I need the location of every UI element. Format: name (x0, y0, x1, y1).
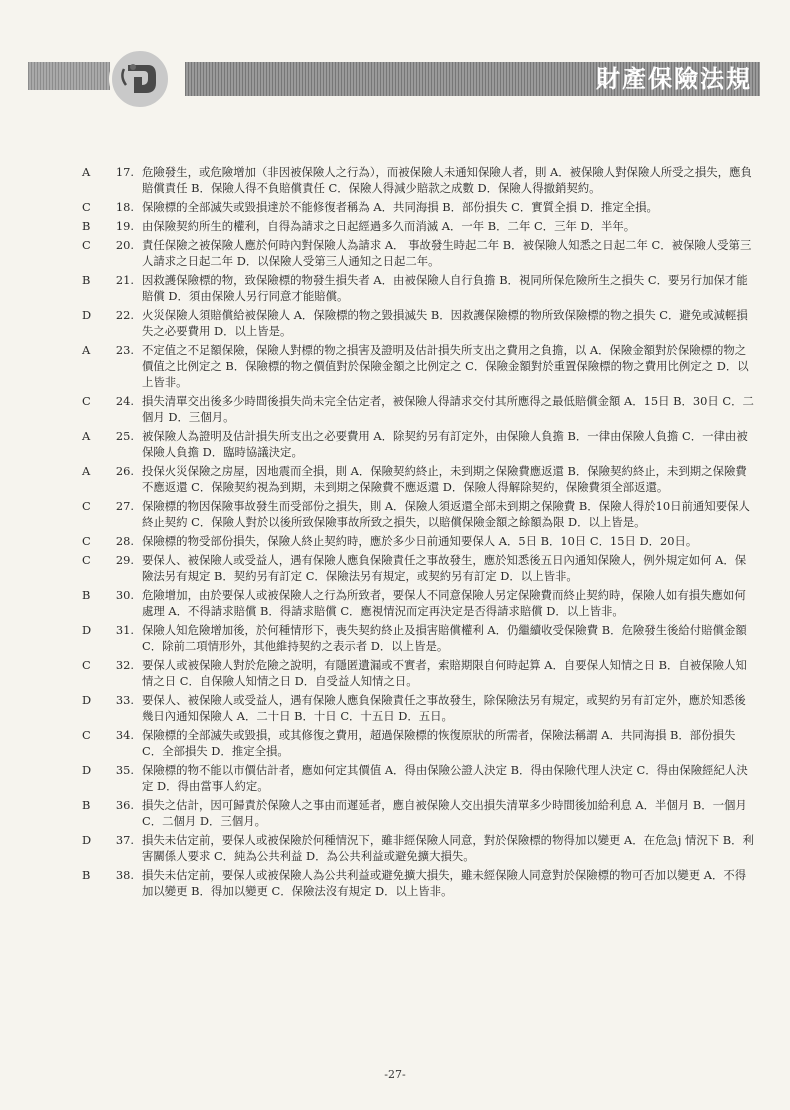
question-item (0, 797, 790, 829)
answer-key: D (82, 693, 92, 707)
question-number: 26. (115, 464, 134, 478)
question-item (0, 727, 790, 759)
answer-key: C (82, 394, 91, 408)
question-item (0, 657, 790, 689)
question-item (0, 867, 790, 899)
answer-key: D (82, 623, 92, 637)
question-text: 保險標的物受部份損失，保險人終止契約時，應於多少日前通知要保人 A．5日 B．10日 C．15日 D．20日。 (142, 534, 698, 548)
question-text: 要保人或被保險人對於危險之說明，有隱匿遺漏或不實者，索賠期限自何時起算 A．自要保人知情之日 B．自被保險人知情之日 C．自保險人知情之日 D．自受益人知情之日。 (142, 658, 747, 688)
question-text: 責任保險之被保險人應於何時內對保險人為請求 A． 事故發生時起二年 B．被保險人知悉之日起二年 C．被保險人受第三人請求之日起二年 D．以保險人受第三人通知之日起二年。 (142, 238, 752, 268)
question-number: 22. (115, 308, 134, 322)
question-item (0, 199, 790, 215)
question-number: 20. (115, 238, 134, 252)
question-number: 24. (115, 394, 134, 408)
answer-key: D (82, 763, 92, 777)
answer-key: B (82, 588, 91, 602)
question-text: 危險增加，由於要保人或被保險人之行為所致者，要保人不同意保險人另定保險費而終止契約時，保險人如有損失應如何處理 A．不得請求賠償 B．得請求賠償 C．應視情況而定再決定是否得請求賠償 D．以上皆非。 (142, 588, 746, 618)
question-number: 17. (115, 165, 134, 179)
question-item (0, 164, 790, 196)
question-number: 32. (115, 658, 134, 672)
answer-key: C (82, 658, 91, 672)
page-title: 財產保險法規 (596, 65, 752, 93)
question-text: 保險標的物因保險事故發生而受部份之損失，則 A．保險人須返還全部未到期之保險費 B．保險人得於10日前通知要保人終止契約 C．保險人對於以後所致保險事故所致之損失，以賠償保險金額之餘額為限 D．以上皆是。 (142, 499, 750, 529)
question-number: 18. (115, 200, 134, 214)
question-item (0, 272, 790, 304)
header-bar-left (28, 62, 110, 90)
question-item (0, 218, 790, 234)
question-number: 27. (115, 499, 134, 513)
answer-key: A (82, 429, 91, 443)
question-number: 36. (115, 798, 134, 812)
question-number: 25. (115, 429, 134, 443)
question-number: 23. (115, 343, 134, 357)
page-number: -27- (384, 1068, 406, 1081)
answer-key: D (82, 833, 92, 847)
question-number: 30. (115, 588, 134, 602)
answer-key: C (82, 499, 91, 513)
question-text: 保險標的全部滅失或毀損達於不能修復者稱為 A．共同海損 B．部份損失 C．實質全損 D．推定全損。 (142, 200, 658, 214)
question-number: 33. (115, 693, 134, 707)
question-item (0, 692, 790, 724)
question-number: 31. (115, 623, 134, 637)
answer-key: B (82, 868, 91, 882)
answer-key: A (82, 343, 91, 357)
question-text: 由保險契約所生的權利，自得為請求之日起經過多久而消滅 A．一年 B．二年 C．三年 D．半年。 (142, 219, 636, 233)
question-text: 損失之估計，因可歸責於保險人之事由而遲延者，應自被保險人交出損失清單多少時間後加給利息 A．半個月 B．一個月 C．二個月 D．三個月。 (142, 798, 747, 828)
question-text: 要保人、被保險人或受益人，遇有保險人應負保險責任之事故發生，應於知悉後五日內通知保險人，例外規定如何 A．保險法另有規定 B．契約另有訂定 C．保險法另有規定，或契約另有訂定 D．以上皆非。 (142, 553, 747, 583)
question-number: 35. (115, 763, 134, 777)
answer-key: C (82, 534, 91, 548)
question-text: 不定值之不足額保險，保險人對標的物之損害及證明及估計損失所支出之費用之負擔，以 A．保險金額對於保險標的物之價值之比例定之 B．保險標的物之價值對於保險金額之比例定之 C．保險金額對於重置保險標的物之費用比例定之 D．以上皆非。 (142, 343, 749, 389)
question-text: 因救護保險標的物，致保險標的物發生損失者 A．由被保險人自行負擔 B．視同所保危險所生之損失 C．要另行加保才能賠償 D．須由保險人另行同意才能賠償。 (142, 273, 748, 303)
question-item (0, 342, 790, 390)
question-text: 損失未估定前，要保人或被保險於何種情況下，雖非經保險人同意，對於保險標的物得加以變更 A．在危急j 情況下 B．利害關係人要求 C．純為公共利益 D．為公共利益或避免擴大損失。 (142, 833, 754, 863)
question-text: 危險發生，或危險增加（非因被保險人之行為），而被保險人未通知保險人者，則 A．被保險人對保險人所受之損失，應負賠償責任 B．保險人得不負賠償責任 C．保險人得減少賠款之成數 D．保險人得撤銷契約。 (142, 165, 752, 195)
question-number: 38. (115, 868, 134, 882)
answer-key: C (82, 553, 91, 567)
answer-key: B (82, 798, 91, 812)
answer-key: A (82, 464, 91, 478)
question-list (0, 164, 790, 902)
answer-key: B (82, 273, 91, 287)
question-number: 29. (115, 553, 134, 567)
answer-key: C (82, 200, 91, 214)
answer-key: C (82, 728, 91, 742)
question-item (0, 498, 790, 530)
ta-dragon-logo-icon (109, 48, 171, 110)
question-text: 要保人、被保險人或受益人，遇有保險人應負保險責任之事故發生，除保險法另有規定，或契約另有訂定外，應於知悉後幾日內通知保險人 A．二十日 B．十日 C．十五日 D．五日。 (142, 693, 746, 723)
question-text: 保險標的全部滅失或毀損，或其修復之費用，超過保險標的恢復原狀的所需者，保險法稱謂 A．共同海損 B．部份損失 C．全部損失 D．推定全損。 (142, 728, 736, 758)
logo-glyph (118, 57, 162, 101)
question-number: 28. (115, 534, 134, 548)
question-item (0, 622, 790, 654)
question-number: 19. (115, 219, 134, 233)
question-item (0, 307, 790, 339)
question-item (0, 762, 790, 794)
question-number: 34. (115, 728, 134, 742)
question-text: 保險標的物不能以市價估計者，應如何定其價值 A．得由保險公證人決定 B．得由保險代理人決定 C．得由保險經紀人決定 D．得由當事人約定。 (142, 763, 748, 793)
question-text: 火災保險人須賠償給被保險人 A．保險標的物之毀損滅失 B．因救護保險標的物所致保險標的物之損失 C．避免或減輕損失之必要費用 D．以上皆是。 (142, 308, 748, 338)
answer-key: B (82, 219, 91, 233)
question-text: 保險人知危險增加後，於何種情形下，喪失契約終止及損害賠償權利 A．仍繼續收受保險費 B．危險發生後給付賠償金額 C．除前二項情形外，其他維持契約之表示者 D．以上皆是。 (142, 623, 747, 653)
question-number: 21. (115, 273, 134, 287)
page-header (0, 0, 790, 115)
question-item (0, 533, 790, 549)
question-item (0, 237, 790, 269)
question-item (0, 428, 790, 460)
answer-key: D (82, 308, 92, 322)
question-text: 投保火災保險之房屋，因地震而全損，則 A．保險契約終止，未到期之保險費應返還 B．保險契約終止，未到期之保險費不應返還 C．保險契約視為到期，未到期之保險費不應返還 D．保險人得解除契約，保險費須全部返還。 (142, 464, 747, 494)
question-item (0, 832, 790, 864)
answer-key: C (82, 238, 91, 252)
question-item (0, 587, 790, 619)
question-item (0, 463, 790, 495)
question-text: 被保險人為證明及估計損失所支出之必要費用 A．除契約另有訂定外，由保險人負擔 B．一律由保險人負擔 C．一律由被保險人負擔 D．臨時協議決定。 (142, 429, 748, 459)
question-item (0, 393, 790, 425)
question-text: 損失未估定前，要保人或被保險人為公共利益或避免擴大損失，雖未經保險人同意對於保險標的物可否加以變更 A．不得加以變更 B．得加以變更 C．保險法沒有規定 D．以上皆非。 (142, 868, 747, 898)
question-number: 37. (115, 833, 134, 847)
answer-key: A (82, 165, 91, 179)
question-text: 損失清單交出後多少時間後損失尚未完全估定者，被保險人得請求交付其所應得之最低賠償金額 A．15日 B．30日 C．二個月 D．三個月。 (142, 394, 754, 424)
question-item (0, 552, 790, 584)
